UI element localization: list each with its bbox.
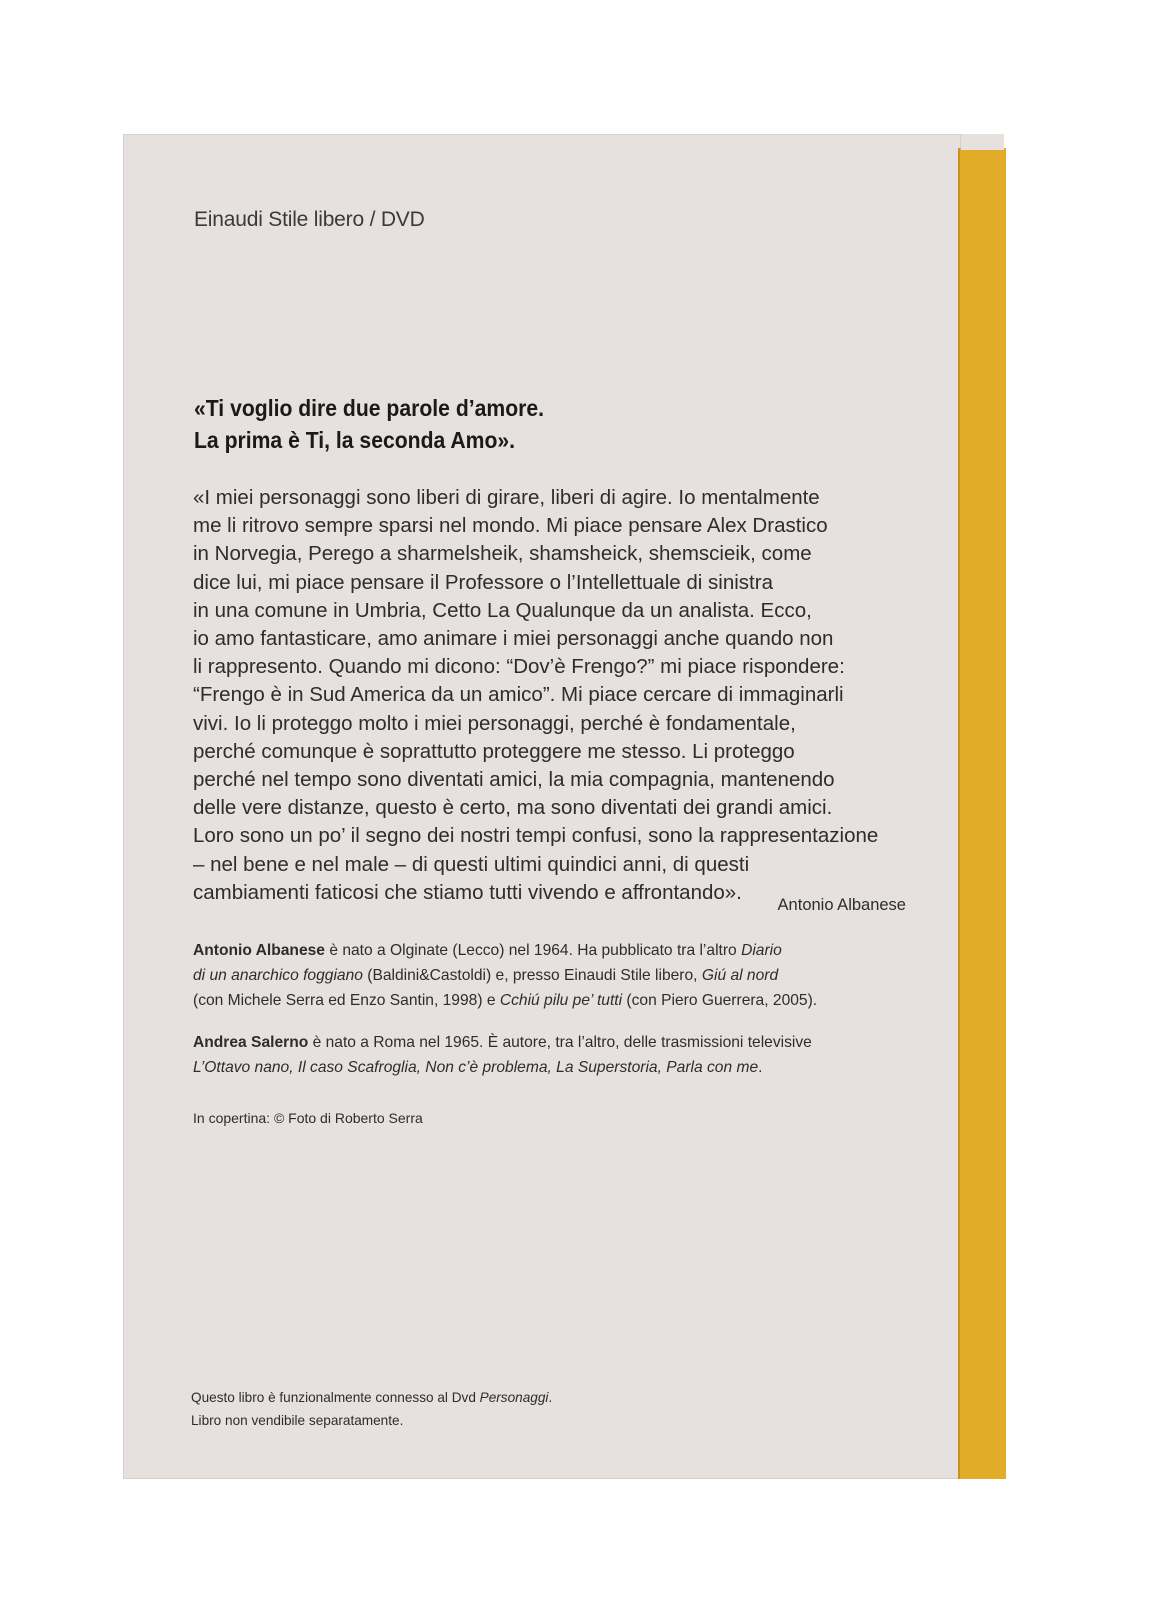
- series-label: Einaudi Stile libero / DVD: [194, 208, 425, 231]
- dvd-title: Personaggi: [479, 1390, 549, 1405]
- blurb-body: [193, 484, 905, 907]
- blurb-line: perché nel tempo sono diventati amici, la mia compagnia, mantenendo: [193, 768, 835, 792]
- blurb-line: – nel bene e nel male – di questi ultimi quindici anni, di questi: [193, 852, 750, 876]
- blurb-line: io amo fantasticare, amo animare i miei personaggi anche quando non: [193, 627, 834, 651]
- bio-text: è nato a Olginate (Lecco) nel 1964. Ha pubblicato tra l’altro: [324, 942, 742, 959]
- blurb-line: li rappresento. Quando mi dicono: “Dov’è Frengo?” mi piace rispondere:: [193, 655, 845, 679]
- dvd-note: [191, 1386, 552, 1432]
- bio-text: è nato a Roma nel 1965. È autore, tra l’altro, delle trasmissioni televisive: [308, 1034, 812, 1051]
- blurb-line: in una comune in Umbria, Cetto La Qualunque da un analista. Ecco,: [193, 598, 812, 622]
- note-text: .: [548, 1390, 553, 1405]
- book-title: Giú al nord: [701, 967, 779, 984]
- book-title: Cchiú pilu pe’ tutti: [499, 992, 623, 1009]
- bio-text: (con Michele Serra ed Enzo Santin, 1998) e: [193, 992, 500, 1009]
- blurb-line: Loro sono un po’ il segno dei nostri tempi confusi, sono la rappresentazione: [193, 824, 879, 848]
- quote-title-line: «Ti voglio dire due parole d’amore.: [194, 395, 545, 421]
- book-spine-edge: [958, 148, 1006, 1479]
- book-title: di un anarchico foggiano: [193, 967, 363, 984]
- quote-title: [194, 392, 544, 456]
- author-bio-albanese: [193, 938, 913, 1013]
- quote-signature: Antonio Albanese: [777, 896, 906, 914]
- note-line: [191, 1386, 552, 1409]
- book-title: Diario: [741, 942, 782, 959]
- blurb-line: «I miei personaggi sono liberi di girare, liberi di agire. Io mentalmente: [193, 486, 820, 509]
- blurb-line: perché comunque è soprattutto proteggere me stesso. Li proteggo: [193, 739, 795, 763]
- blurb-line: cambiamenti faticosi che stiamo tutti vivendo e affrontando».: [193, 880, 742, 904]
- blurb-line: dice lui, mi piace pensare il Professore o l’Intellettuale di sinistra: [193, 570, 773, 594]
- bio-text: (Baldini&Castoldi) e, presso Einaudi Stile libero,: [362, 967, 702, 984]
- note-line: Libro non vendibile separatamente.: [191, 1413, 404, 1428]
- bio-line: [193, 938, 913, 963]
- show-titles: L’Ottavo nano, Il caso Scafroglia, Non c’è problema, La Superstoria, Parla con me: [193, 1059, 759, 1076]
- bio-line: [193, 963, 913, 988]
- bio-line: [193, 988, 913, 1013]
- blurb-line: me li ritrovo sempre sparsi nel mondo. Mi piace pensare Alex Drastico: [193, 514, 828, 538]
- quote-title-line: La prima è Ti, la seconda Amo».: [194, 427, 516, 453]
- blurb-line: “Frengo è in Sud America da un amico”. Mi piace cercare di immaginarli: [193, 683, 844, 707]
- blurb-line: delle vere distanze, questo è certo, ma sono diventati dei grandi amici.: [193, 796, 833, 820]
- author-bio-salerno: [193, 1030, 913, 1080]
- blurb-line: vivi. Io li proteggo molto i miei personaggi, perché è fondamentale,: [193, 711, 796, 735]
- author-name: Antonio Albanese: [193, 942, 325, 959]
- bio-line: [193, 1030, 913, 1055]
- bio-text: (con Piero Guerrera, 2005).: [622, 992, 818, 1009]
- blurb-line: in Norvegia, Perego a sharmelsheik, shamsheick, shemscieik, come: [193, 542, 812, 566]
- bio-text: .: [758, 1059, 763, 1076]
- bio-line: [193, 1055, 913, 1080]
- author-name: Andrea Salerno: [193, 1034, 309, 1051]
- cover-photo-credit: In copertina: © Foto di Roberto Serra: [193, 1110, 423, 1126]
- note-text: Questo libro è funzionalmente connesso al Dvd: [191, 1390, 480, 1405]
- spine-top-corner: [961, 134, 1004, 150]
